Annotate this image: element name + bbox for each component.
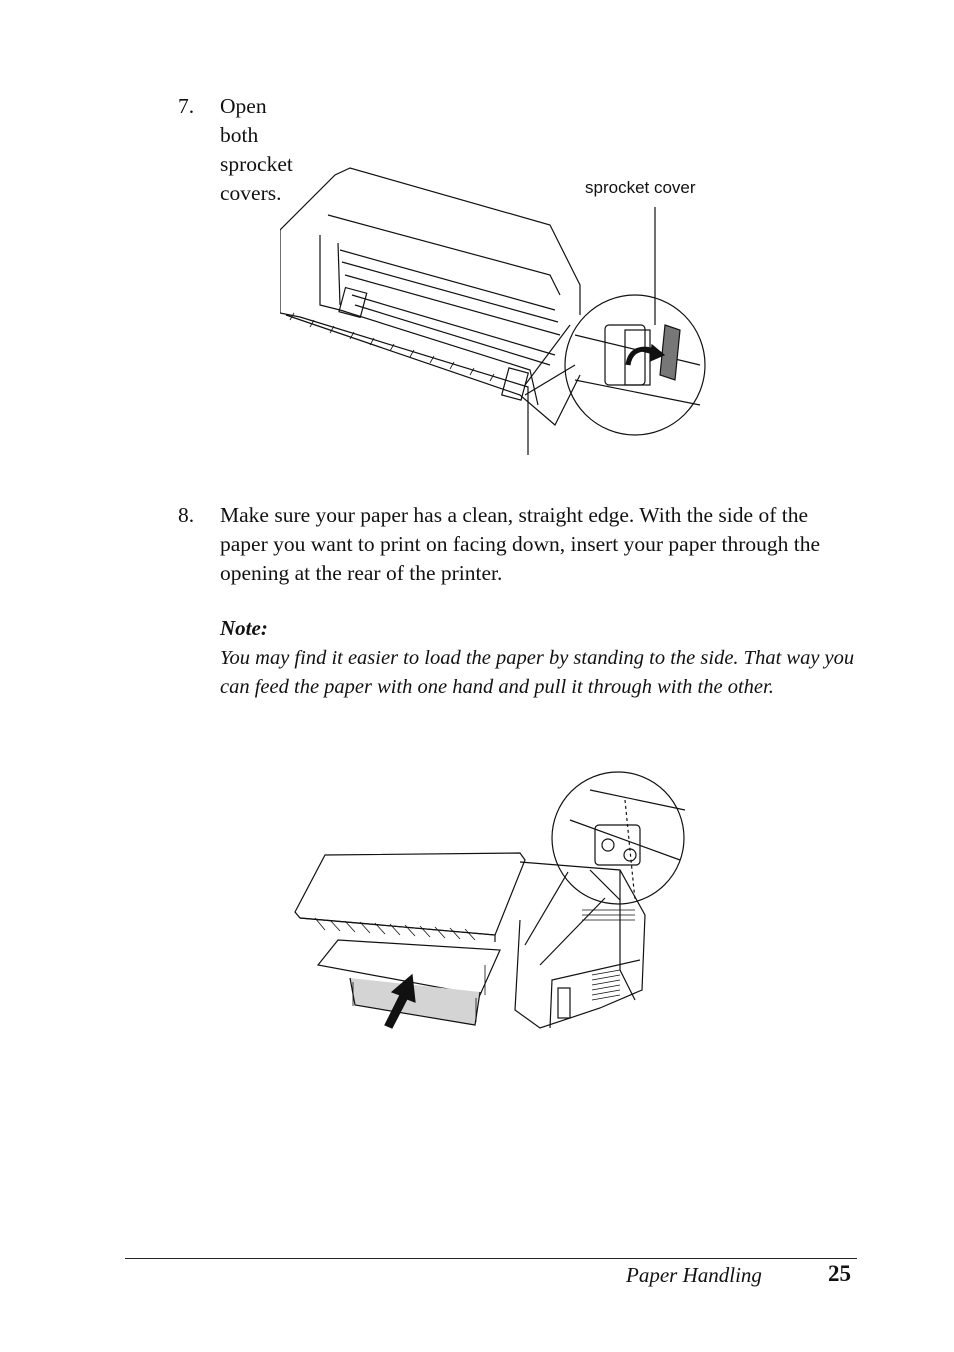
step-number: 7. bbox=[178, 94, 195, 118]
note-heading: Note: bbox=[220, 616, 268, 640]
step-text: Make sure your paper has a clean, straight edge. With the side of the paper you want to print on facing down, insert your paper through the opening at the rear of the printer. bbox=[220, 503, 821, 585]
sprocket-cover-callout: sprocket cover bbox=[585, 178, 696, 197]
note-text: You may find it easier to load the paper by standing to the side. That way you can feed the paper with one hand and pull it through with the other. bbox=[220, 647, 855, 698]
printer-sprocket-cover-illustration bbox=[280, 165, 710, 460]
page-number: 25 bbox=[828, 1261, 851, 1286]
step-number: 8. bbox=[178, 503, 195, 527]
footer-rule bbox=[125, 1258, 857, 1259]
step-text: Open both sprocket covers. bbox=[220, 94, 293, 205]
printer-rear-paper-insert-illustration bbox=[290, 770, 690, 1035]
footer-section-title: Paper Handling bbox=[626, 1263, 762, 1287]
